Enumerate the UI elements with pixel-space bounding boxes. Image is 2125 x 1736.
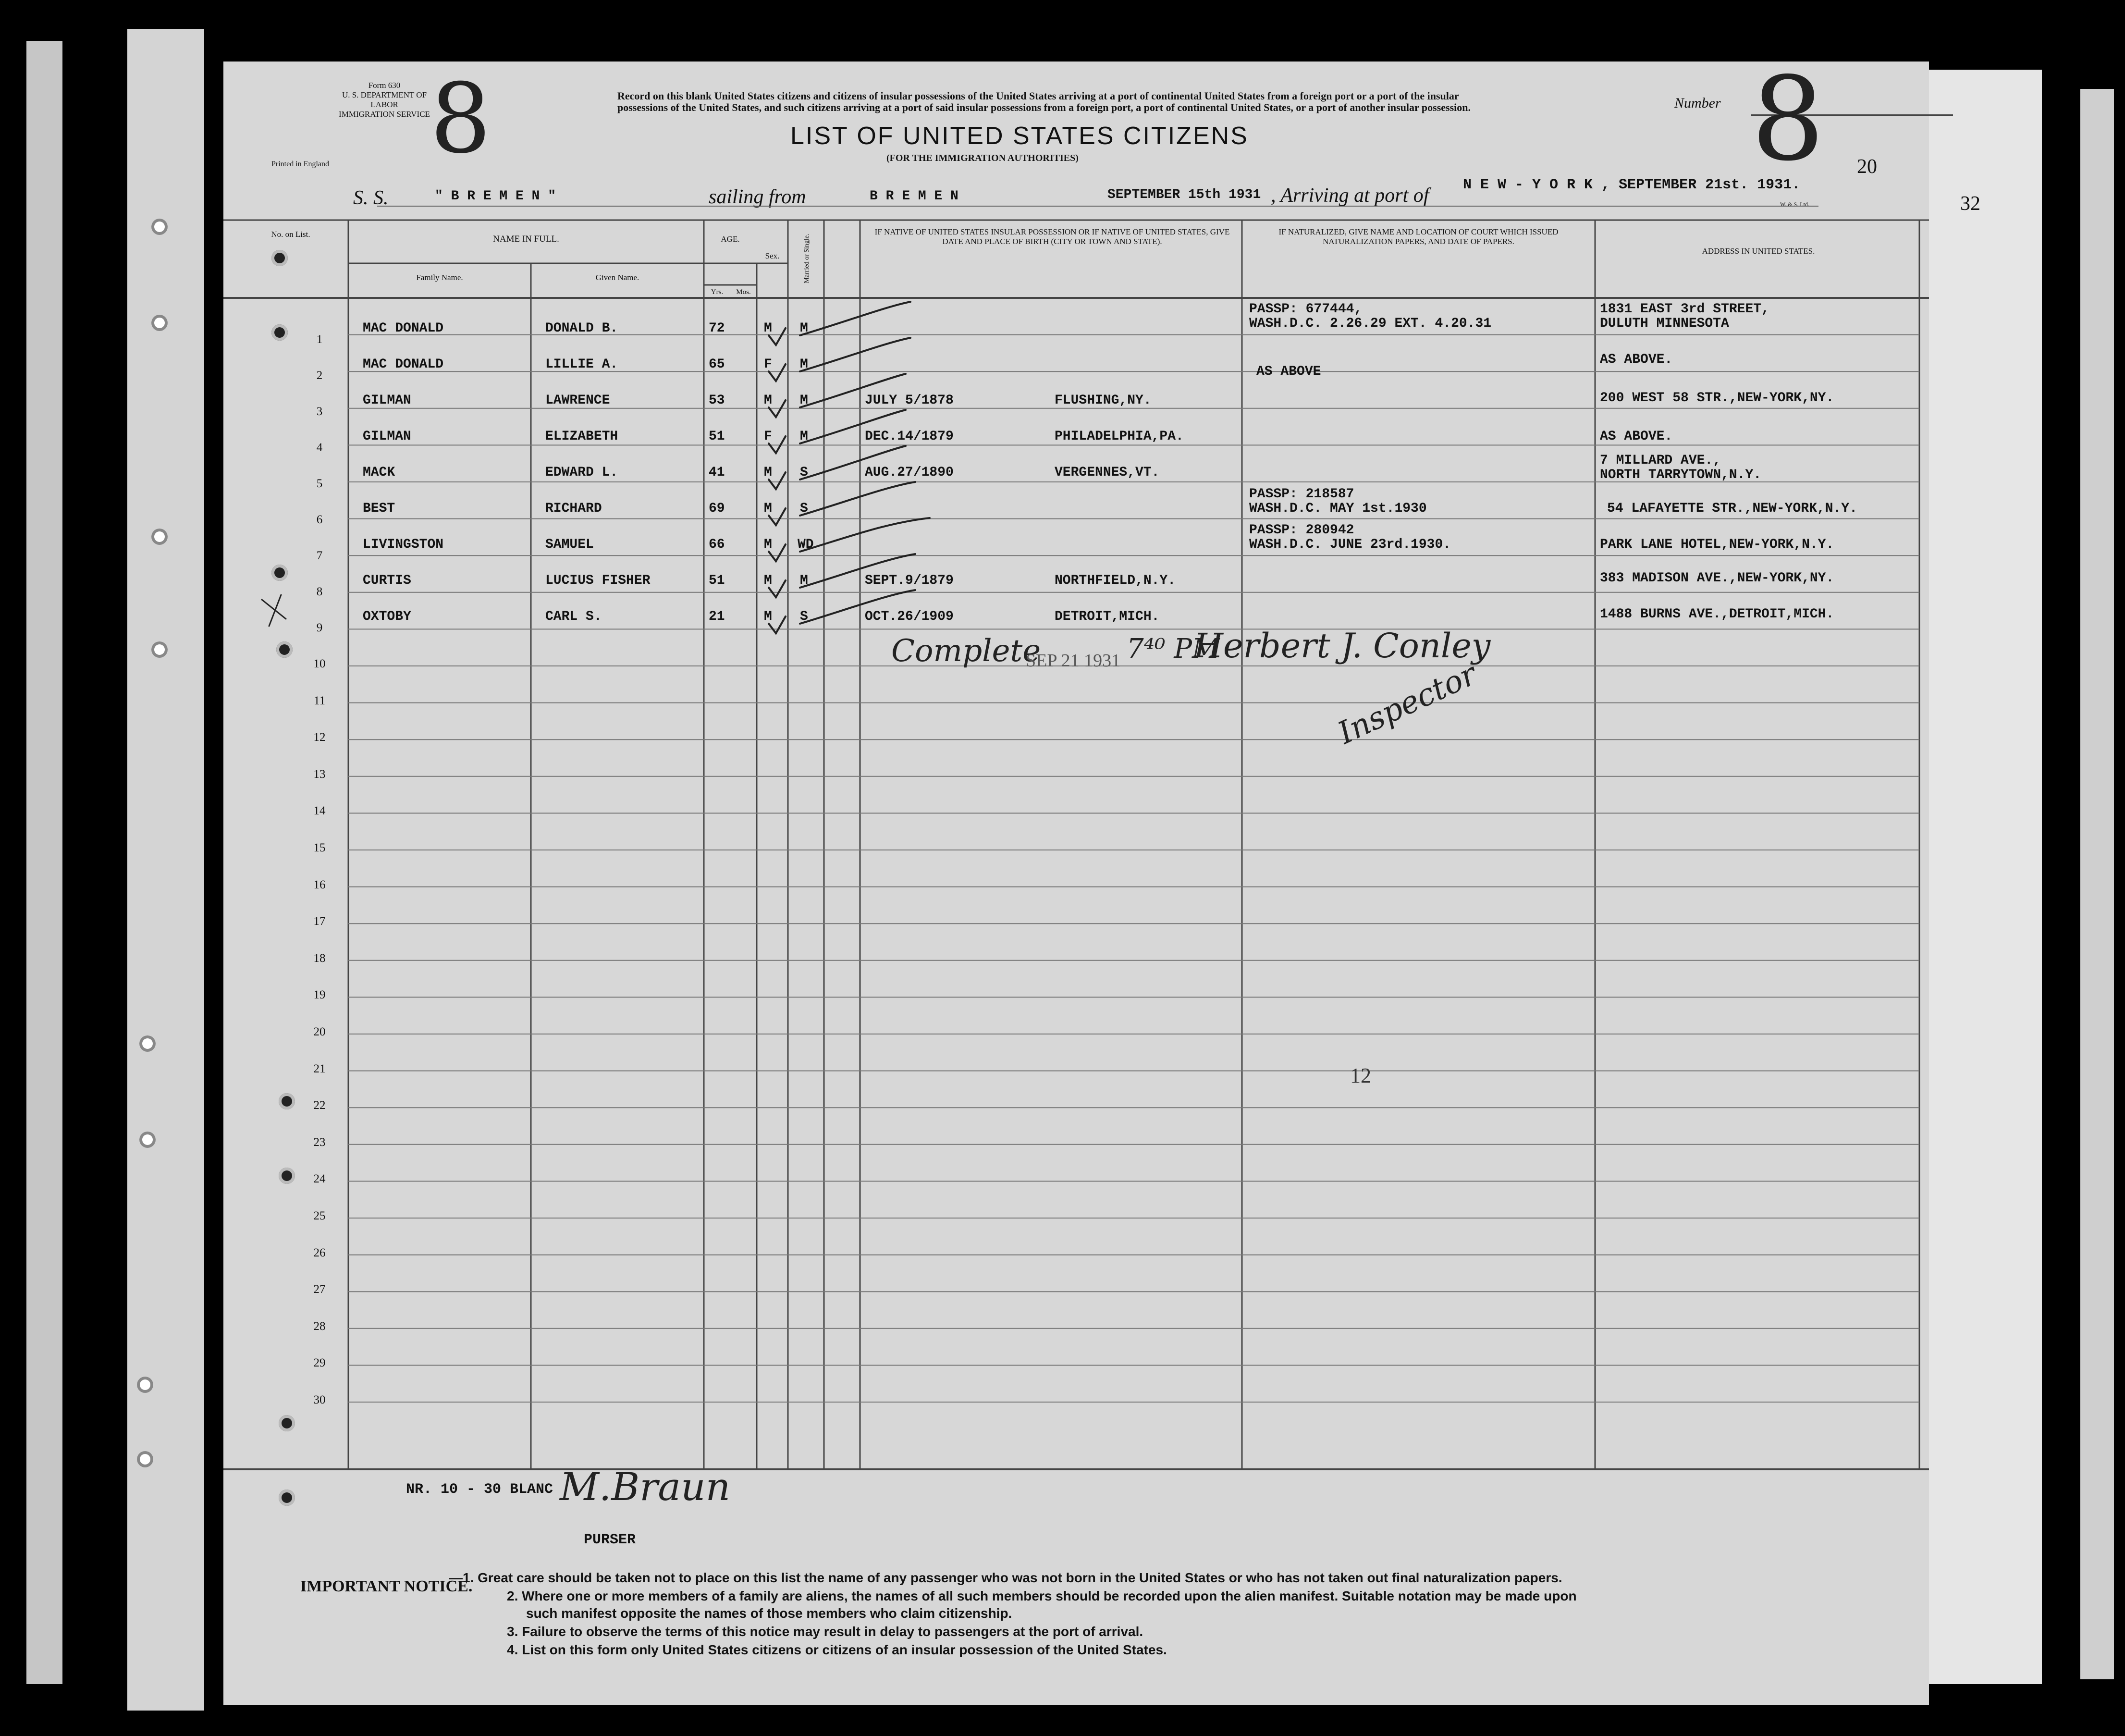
printer-mark: W. & S. Ltd. — [1780, 201, 1809, 208]
address-line-1: 200 WEST 58 STR.,NEW-YORK,NY. — [1600, 391, 1834, 406]
sex: F — [764, 429, 772, 444]
naturalization-line-1: PASSP: 677444, — [1249, 302, 1363, 317]
list-mark-handwritten: 8 — [430, 63, 491, 175]
naturalization-line-2: AS ABOVE — [1256, 364, 1321, 379]
binder-hole — [279, 1168, 295, 1184]
back-page-left — [26, 41, 62, 1684]
binder-hole — [151, 641, 168, 658]
marital-status: S — [800, 609, 808, 624]
row-number: 18 — [313, 951, 326, 965]
form-number: Form 630 — [368, 81, 401, 90]
given-name: LILLIE A. — [545, 357, 618, 372]
birth-place: DETROIT,MICH. — [1055, 609, 1160, 624]
row-number: 16 — [313, 878, 326, 891]
binder-hole — [151, 529, 168, 545]
address-line-2: DULUTH MINNESOTA — [1600, 316, 1729, 331]
from-port: B R E M E N — [870, 189, 958, 204]
check-marks — [223, 52, 1929, 1705]
arrival-port-date: N E W - Y O R K , SEPTEMBER 21st. 1931. — [1463, 177, 1801, 193]
row-number: 7 — [316, 549, 323, 562]
row-number: 17 — [313, 915, 326, 928]
header-age: AGE. — [721, 234, 740, 244]
row-number: 14 — [313, 804, 326, 818]
binder-hole — [271, 250, 288, 266]
row-number: 26 — [313, 1246, 326, 1259]
age-years: 53 — [709, 393, 725, 408]
marital-status: S — [800, 501, 808, 516]
marital-status: WD — [798, 537, 814, 552]
marital-status: M — [800, 321, 808, 336]
age-years: 21 — [709, 609, 725, 624]
sex: M — [764, 573, 772, 588]
birth-date: DEC.14/1879 — [865, 429, 954, 444]
family-name: CURTIS — [363, 573, 411, 588]
binder-hole — [137, 1377, 153, 1393]
department-name: U. S. DEPARTMENT OF LABOR — [342, 90, 427, 109]
row-number: 29 — [313, 1356, 326, 1370]
family-name: MAC DONALD — [363, 321, 444, 336]
sex: M — [764, 465, 772, 480]
sex: M — [764, 393, 772, 408]
inspector-title: Inspector — [1332, 656, 1483, 751]
given-name: CARL S. — [545, 609, 602, 624]
row-number: 20 — [313, 1025, 326, 1038]
given-name: DONALD B. — [545, 321, 618, 336]
header-sex: Sex. — [765, 251, 780, 260]
row-number: 9 — [316, 621, 323, 634]
family-name: MAC DONALD — [363, 357, 444, 372]
row-number: 12 — [313, 731, 326, 744]
header-naturalized: IF NATURALIZED, GIVE NAME AND LOCATION OF COURT WHICH ISSUED NATURALIZATION PAPERS, AND DATE OF PAPERS. — [1278, 227, 1559, 246]
binder-hole — [279, 1490, 295, 1506]
binder-hole — [151, 219, 168, 235]
binder-hole — [139, 1035, 156, 1052]
back-page-right-2 — [2080, 89, 2114, 1679]
header-address: ADDRESS IN UNITED STATES. — [1702, 246, 1815, 256]
age-years: 51 — [709, 429, 725, 444]
row-number: 3 — [316, 405, 323, 418]
family-name: GILMAN — [363, 429, 411, 444]
row-number: 25 — [313, 1209, 326, 1222]
sex: M — [764, 501, 772, 516]
row-number: 28 — [313, 1319, 326, 1333]
binder-hole — [139, 1132, 156, 1148]
time-annotation: 7⁴⁰ PM — [1127, 633, 1220, 665]
notice-title: IMPORTANT NOTICE. — [300, 1577, 473, 1595]
address-line-1: PARK LANE HOTEL,NEW-YORK,N.Y. — [1600, 537, 1834, 552]
address-line-2: NORTH TARRYTOWN,N.Y. — [1600, 468, 1762, 482]
mid-mark: 12 — [1350, 1064, 1371, 1087]
departure-date: SEPTEMBER 15th 1931 — [1107, 187, 1261, 202]
row-number: 22 — [313, 1099, 326, 1112]
naturalization-line-2: WASH.D.C. MAY 1st.1930 — [1249, 501, 1427, 516]
family-name: LIVINGSTON — [363, 537, 444, 552]
naturalization-line-1: PASSP: 280942 — [1249, 523, 1354, 538]
marital-status: M — [800, 393, 808, 408]
header-married-single: Married or Single. — [803, 234, 811, 283]
row-number: 27 — [313, 1283, 326, 1296]
header-given-name: Given Name. — [595, 273, 639, 282]
binder-hole — [276, 641, 293, 658]
binder-hole — [137, 1451, 153, 1467]
arriving-label: , Arriving at port of — [1271, 185, 1429, 207]
row-number: 1 — [316, 333, 323, 346]
birth-date: SEPT.9/1879 — [865, 573, 954, 588]
given-name: LUCIUS FISHER — [545, 573, 651, 588]
marital-status: M — [800, 357, 808, 372]
row-number: 10 — [313, 657, 326, 670]
row-number: 5 — [316, 477, 323, 490]
header-name-in-full: NAME IN FULL. — [493, 234, 559, 244]
row-number: 24 — [313, 1172, 326, 1186]
birth-date: OCT.26/1909 — [865, 609, 954, 624]
marital-status: S — [800, 465, 808, 480]
notice-item-1: —1. Great care should be taken not to place on this list the name of any passenger who was not born in the United States or who has not taken out final naturalization papers. — [449, 1570, 1562, 1585]
row-number: 30 — [313, 1393, 326, 1406]
back-page-right — [1927, 70, 2042, 1684]
binder-hole — [151, 315, 168, 331]
service-name: IMMIGRATION SERVICE — [339, 110, 430, 119]
given-name: RICHARD — [545, 501, 602, 516]
address-line-1: 1831 EAST 3rd STREET, — [1600, 302, 1769, 317]
notice-item-3: 3. Failure to observe the terms of this notice may result in delay to passengers at the port of arrival. — [507, 1624, 1143, 1639]
header-yrs: Yrs. — [711, 288, 724, 296]
header-birth: IF NATIVE OF UNITED STATES INSULAR POSSESSION OR IF NATIVE OF UNITED STATES, GIVE DATE AND PLACE OF BIRTH (CITY OR TOWN AND STATE). — [874, 227, 1230, 246]
page-number: 20 — [1857, 156, 1877, 178]
marital-status: M — [800, 429, 808, 444]
given-name: EDWARD L. — [545, 465, 618, 480]
header-mos: Mos. — [736, 288, 751, 296]
birth-place: PHILADELPHIA,PA. — [1055, 429, 1184, 444]
row-number: 2 — [316, 369, 323, 382]
family-name: MACK — [363, 465, 395, 480]
form-subtitle: (FOR THE IMMIGRATION AUTHORITIES) — [886, 153, 1079, 163]
age-years: 69 — [709, 501, 725, 516]
sheet-number: 32 — [1960, 193, 1980, 215]
number-label: Number — [1674, 95, 1721, 111]
address-line-1: 54 LAFAYETTE STR.,NEW-YORK,N.Y. — [1607, 501, 1857, 516]
notice-item-4: 4. List on this form only United States citizens or citizens of an insular possession of the United States. — [507, 1642, 1167, 1657]
age-years: 41 — [709, 465, 725, 480]
given-name: ELIZABETH — [545, 429, 618, 444]
complete-annotation: Complete — [891, 633, 1041, 669]
given-name: SAMUEL — [545, 537, 594, 552]
address-line-1: 383 MADISON AVE.,NEW-YORK,NY. — [1600, 571, 1834, 586]
sailing-label: sailing from — [709, 186, 806, 208]
age-years: 51 — [709, 573, 725, 588]
row-number: 23 — [313, 1135, 326, 1149]
family-name: BEST — [363, 501, 395, 516]
address-line-1: 7 MILLARD AVE., — [1600, 453, 1721, 468]
purser-label: PURSER — [584, 1532, 636, 1548]
inspector-signature: Herbert J. Conley — [1194, 626, 1491, 665]
age-years: 72 — [709, 321, 725, 336]
ss-label: S. S. — [353, 187, 389, 209]
purser-signature: M.Braun — [560, 1465, 731, 1509]
row-number: 15 — [313, 841, 326, 854]
notice-item-2-cont: such manifest opposite the names of those members who claim citizenship. — [526, 1606, 1012, 1621]
binder-hole — [279, 1093, 295, 1109]
family-name: GILMAN — [363, 393, 411, 408]
birth-place: FLUSHING,NY. — [1055, 393, 1152, 408]
sex: M — [764, 609, 772, 624]
given-name: LAWRENCE — [545, 393, 610, 408]
binder-hole — [271, 324, 288, 341]
row-number: 6 — [316, 513, 323, 526]
marital-status: M — [800, 573, 808, 588]
birth-place: VERGENNES,VT. — [1055, 465, 1160, 480]
naturalization-line-2: WASH.D.C. 2.26.29 EXT. 4.20.31 — [1249, 316, 1492, 331]
row-number: 19 — [313, 988, 326, 1002]
form-instruction: Record on this blank United States citizens and citizens of insular possessions of the United States arriving at a port of continental United States from a foreign port or a port of the insular possessions of the United States, and such citizens arriving at a port of said insular possessions from a foreign port, a port of continental United States, or a port of another insular possession. — [617, 90, 1471, 113]
row-number: 8 — [316, 585, 323, 598]
header-family-name: Family Name. — [416, 273, 463, 282]
birth-date: JULY 5/1878 — [865, 393, 954, 408]
row-number: 4 — [316, 441, 323, 454]
notice-item-2: 2. Where one or more members of a family are aliens, the names of all such members should be recorded upon the alien manifest. Suitable notation may be made upon — [507, 1588, 1577, 1603]
address-line-1: AS ABOVE. — [1600, 352, 1673, 367]
row-number: 11 — [313, 694, 326, 707]
birth-date: AUG.27/1890 — [865, 465, 954, 480]
birth-place: NORTHFIELD,N.Y. — [1055, 573, 1176, 588]
age-years: 65 — [709, 357, 725, 372]
printed-in: Printed in England — [271, 160, 329, 168]
row-number: 21 — [313, 1062, 326, 1075]
ship-name: " B R E M E N " — [435, 189, 556, 204]
sex: M — [764, 321, 772, 336]
age-years: 66 — [709, 537, 725, 552]
sex: F — [764, 357, 772, 372]
header-no-on-list: No. on List. — [271, 230, 310, 239]
address-line-1: 1488 BURNS AVE.,DETROIT,MICH. — [1600, 607, 1834, 622]
number-value-handwritten: 8 — [1751, 52, 1825, 186]
family-name: OXTOBY — [363, 609, 411, 624]
address-line-1: AS ABOVE. — [1600, 429, 1673, 444]
naturalization-line-2: WASH.D.C. JUNE 23rd.1930. — [1249, 537, 1451, 552]
form-title: LIST OF UNITED STATES CITIZENS — [790, 122, 1249, 150]
naturalization-line-1: PASSP: 218587 — [1249, 487, 1354, 502]
row-number: 13 — [313, 767, 326, 781]
binder-hole — [279, 1415, 295, 1431]
blank-rows-note: NR. 10 - 30 BLANC — [406, 1481, 553, 1498]
manifest-sheet — [223, 52, 1929, 1705]
arrival-stamp: SEP 21 1931 — [1026, 651, 1121, 671]
sex: M — [764, 537, 772, 552]
binder-hole — [271, 565, 288, 581]
